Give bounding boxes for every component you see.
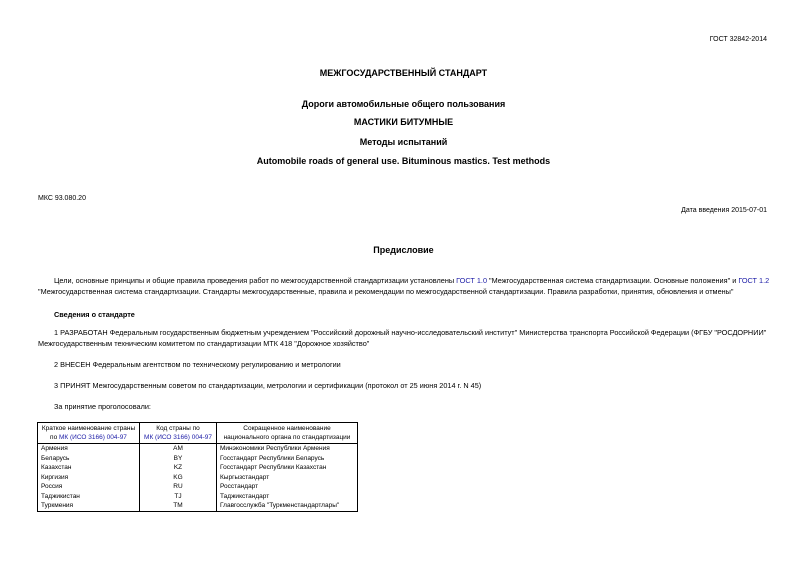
title-ru-line-2: МАСТИКИ БИТУМНЫЕ <box>353 117 454 127</box>
header-standards-body <box>217 423 358 444</box>
title-ru-line-3: Методы испытаний <box>359 137 448 147</box>
header-text <box>41 433 136 443</box>
country-cell: Киргизия <box>38 473 140 483</box>
gost-1-2-link[interactable]: ГОСТ 1.2 <box>738 276 770 285</box>
country-cell: Туркмения <box>38 501 140 511</box>
foreword-title: Предисловие <box>373 245 434 255</box>
info-item-1-text: 1 РАЗРАБОТАН Федеральным государственным бюджетным учреждением "Российский дорожный научно-исследовательский институт" Министерства транспорта Российской Федерации (ФГБУ "РОСДОРНИИ" Межгосударственным техническим комитетом по стандартизации МТК 418 "Дорожное хозяйство" <box>38 328 767 348</box>
info-item-1 <box>38 328 770 349</box>
standards-body-cell: Минэкономики Республики Армения <box>217 444 358 454</box>
header-country-name <box>38 423 140 444</box>
info-item-3: 3 ПРИНЯТ Межгосударственным советом по стандартизации, метрологии и сертификации (протокол от 25 июня 2014 г. N 45) <box>54 381 482 390</box>
document-code: ГОСТ 32842-2014 <box>709 36 767 43</box>
header-text: Код страны по <box>156 424 200 432</box>
table-row <box>38 454 358 464</box>
header-text: по <box>50 434 59 441</box>
table-header-row <box>38 423 358 444</box>
standard-info-title: Сведения о стандарте <box>54 310 135 319</box>
table-row <box>38 444 358 454</box>
country-code-cell: RU <box>140 482 217 492</box>
country-cell: Беларусь <box>38 454 140 464</box>
header-text: национального органа по стандартизации <box>223 434 351 441</box>
country-cell: Россия <box>38 482 140 492</box>
table-row <box>38 463 358 473</box>
header-text: Сокращенное наименование <box>243 424 331 432</box>
country-cell: Казахстан <box>38 463 140 473</box>
country-code-cell: TJ <box>140 492 217 502</box>
standards-body-cell: Кыргызстандарт <box>217 473 358 483</box>
voting-countries-table <box>37 422 358 512</box>
standards-body-cell: Таджикстандарт <box>217 492 358 502</box>
standards-body-cell: Главгосслужба "Туркменстандартлары" <box>217 501 358 511</box>
country-code-cell: TM <box>140 501 217 511</box>
table-row <box>38 492 358 502</box>
foreword-paragraph-1 <box>38 276 770 297</box>
mk-iso-3166-link[interactable]: МК (ИСО 3166) 004-97 <box>59 434 127 441</box>
table-row <box>38 482 358 492</box>
paragraph-text: Цели, основные принципы и общие правила проведения работ по межгосударственной стандартизации установлены <box>54 276 457 285</box>
standard-type-heading: МЕЖГОСУДАРСТВЕННЫЙ СТАНДАРТ <box>319 68 488 78</box>
header-text: Краткое наименование страны <box>41 424 136 432</box>
header-text <box>143 433 213 443</box>
mk-iso-3166-link[interactable]: МК (ИСО 3166) 004-97 <box>144 434 212 441</box>
standards-body-cell: Госстандарт Республики Беларусь <box>217 454 358 464</box>
country-code-cell: KZ <box>140 463 217 473</box>
voted-label: За принятие проголосовали: <box>54 402 151 411</box>
country-code-cell: KG <box>140 473 217 483</box>
paragraph-text: "Межгосударственная система стандартизации. Основные положения" и <box>487 276 739 285</box>
introduction-date: Дата введения 2015-07-01 <box>681 207 767 214</box>
table-row <box>38 473 358 483</box>
title-en: Automobile roads of general use. Bituminous mastics. Test methods <box>256 156 551 166</box>
paragraph-text: "Межгосударственная система стандартизации. Стандарты межгосударственные, правила и рекомендации по межгосударственной стандартизации. Правила разработки, принятия, обновления и отмены" <box>38 286 734 296</box>
mks-code: МКС 93.080.20 <box>38 195 86 202</box>
standards-body-cell: Росстандарт <box>217 482 358 492</box>
title-ru-line-1: Дороги автомобильные общего пользования <box>301 99 506 109</box>
header-country-code <box>140 423 217 444</box>
country-cell: Таджикистан <box>38 492 140 502</box>
country-cell: Армения <box>38 444 140 454</box>
table-row <box>38 501 358 511</box>
gost-1-0-link[interactable]: ГОСТ 1.0 <box>456 276 487 285</box>
country-code-cell: AM <box>140 444 217 454</box>
country-code-cell: BY <box>140 454 217 464</box>
info-item-2: 2 ВНЕСЕН Федеральным агентством по техническому регулированию и метрологии <box>54 360 341 369</box>
standards-body-cell: Госстандарт Республики Казахстан <box>217 463 358 473</box>
